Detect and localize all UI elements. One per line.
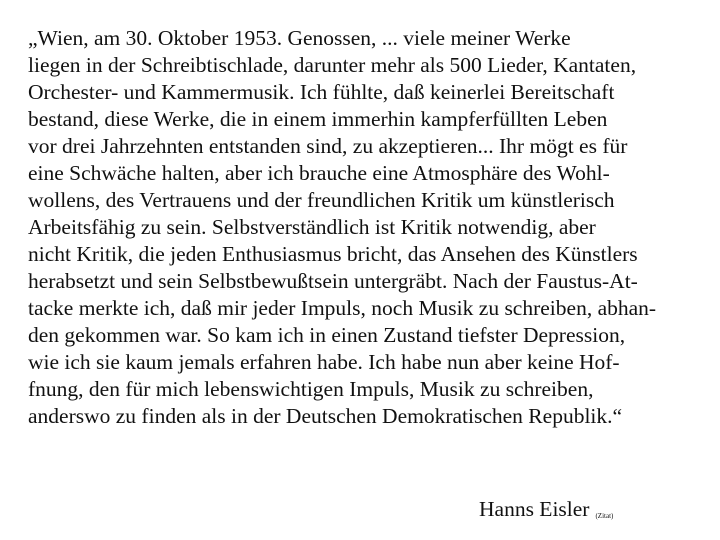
quote-line: bestand, diese Werke, die in einem immerhin kampferfüllten Leben <box>28 107 608 131</box>
quote-line: Orchester- und Kammermusik. Ich fühlte, daß keinerlei Bereitschaft <box>28 80 615 104</box>
quote-text <box>28 25 720 430</box>
quote-line: nicht Kritik, die jeden Enthusiasmus bricht, das Ansehen des Künstlers <box>28 242 638 266</box>
quote-line: anderswo zu finden als in der Deutschen Demokratischen Republik.“ <box>28 404 623 428</box>
quote-line: eine Schwäche halten, aber ich brauche eine Atmosphäre des Wohl- <box>28 161 610 185</box>
quote-line: den gekommen war. So kam ich in einen Zustand tiefster Depression, <box>28 323 626 347</box>
citation-note: (Zitat) <box>595 512 614 520</box>
quote-line: herabsetzt und sein Selbstbewußtsein untergräbt. Nach der Faustus-At- <box>28 269 638 293</box>
quote-line: tacke merkte ich, daß mir jeder Impuls, noch Musik zu schreiben, abhan- <box>28 296 657 320</box>
quote-line: fnung, den für mich lebenswichtigen Impuls, Musik zu schreiben, <box>28 377 594 401</box>
quote-line: wollens, des Vertrauens und der freundlichen Kritik um künstlerisch <box>28 188 615 212</box>
quote-line: wie ich sie kaum jemals erfahren habe. Ich habe nun aber keine Hof- <box>28 350 620 374</box>
quote-line: liegen in der Schreibtischlade, darunter mehr als 500 Lieder, Kantaten, <box>28 53 637 77</box>
quote-line: vor drei Jahrzehnten entstanden sind, zu akzeptieren... Ihr mögt es für <box>28 134 628 158</box>
quote-line: Arbeitsfähig zu sein. Selbstverständlich ist Kritik notwendig, aber <box>28 215 596 239</box>
quote-line: „Wien, am 30. Oktober 1953. Genossen, ... viele meiner Werke <box>28 26 571 50</box>
author-name: Hanns Eisler <box>479 497 590 521</box>
signature <box>479 496 613 530</box>
